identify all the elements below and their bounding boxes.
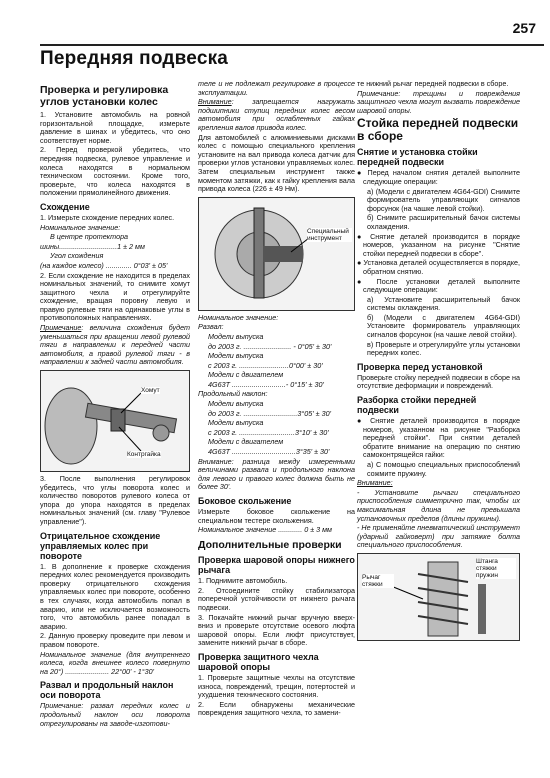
spec-line: В центре протектора xyxy=(50,232,129,242)
warning-text: : запрещается нагружать подшипники ступиц передних колес весом автомобиля при ослабленных гайках крепления валов привода колес. xyxy=(198,97,355,132)
warning-item: - Не применяйте пневматический инструмент (ударный гайковерт) при затяжке болта специального приспособления. xyxy=(357,523,520,550)
warning-item: - Установите рычаги специального приспособления симметрично так, чтобы их максимальная длина не превышала установочных пределов (длины пружины). xyxy=(357,487,520,523)
warning-label: Внимание: xyxy=(357,478,393,488)
spec-line: Модели с двигателем xyxy=(208,370,284,380)
paragraph: Измерьте боковое скольжение на специальном тестере скольжения. xyxy=(198,507,355,525)
spec-line: до 2003 г. ........................ - 0°05' ± 30' xyxy=(208,341,332,351)
spec-line: Модели выпуска xyxy=(208,399,264,409)
figure-label-tool: Специальный инструмент xyxy=(307,228,352,242)
list-item: в) Проверьте и отрегулируйте углы установки передних колес. xyxy=(367,339,520,358)
figure-toe-adjust xyxy=(40,370,190,472)
figure-label-lever: Рычаг стяжки xyxy=(362,574,394,588)
column-2 xyxy=(198,80,355,719)
list-item: ● Снятие деталей производится в порядке номеров, указанном на рисунке "Снятие стойки передней подвески в сборе". xyxy=(357,231,520,258)
heading-alignment: Проверка и регулировка углов установки колес xyxy=(40,84,169,108)
list-item: а) Установите расширительный бачок системы охлаждения. xyxy=(367,294,520,313)
heading-strut-removal: Снятие и установка стойки передней подвески xyxy=(357,147,478,168)
spec-line: Модели с двигателем xyxy=(208,437,284,447)
paragraph: 2. Если обнаружены механические повреждения защитного чехла, то замени- xyxy=(198,699,355,718)
list-item: б) (Модели с двигателем 4G64-GDI) Установите формирователь управляющих сигналов форсунок (на чашке левой стойки). xyxy=(367,312,520,340)
paragraph: 2. Отсоедините стойку стабилизатора поперечной устойчивости от нижнего рычага подвески. xyxy=(198,585,355,613)
spec-line: Номинальное значение ............ 0 ± 3 мм xyxy=(198,525,332,535)
heading-disassembly: Разборка стойки передней подвески xyxy=(357,395,477,416)
figure-label-clamp: Хомут xyxy=(141,387,160,395)
list-item: ● Установка деталей осуществляется в порядке, обратном снятию. xyxy=(357,258,520,276)
column-3 xyxy=(357,80,520,644)
heading-strut: Стойка передней подвески в сборе xyxy=(357,116,519,144)
figure-label-locknut: Контргайка xyxy=(127,451,161,459)
list-item: а) С помощью специальных приспособлений сожмите пружину. xyxy=(367,460,520,478)
page-number: 257 xyxy=(512,20,536,36)
wheel-hub-illustration xyxy=(199,198,354,308)
spec-line: шины.............................1 ± 2 мм xyxy=(40,241,145,251)
spec-line: (на каждое колесо) ............. 0°03' ± 05' xyxy=(40,260,168,270)
warning: Внимание: разница между измеренными величинами развала и продольного наклона для левого и правого колес должна быть не более 30'. xyxy=(198,456,355,492)
list-item: а) (Модели с двигателем 4G64-GDI) Снимите формирователь управляющих сигналов форсунок (на чашке левой стойки). xyxy=(367,186,520,213)
page-title: Передняя подвеска xyxy=(40,48,229,69)
note: Примечание: развал передних колес и продольный наклон оси поворота отрегулированы на заводе-изготови- xyxy=(40,701,190,728)
list-item: ● Перед началом снятия деталей выполните следующие операции: xyxy=(357,168,520,186)
warning xyxy=(198,98,355,132)
paragraph: 1. Поднимите автомобиль. xyxy=(198,576,288,586)
spec-line: Модели выпуска xyxy=(208,351,264,361)
list-item: ● Снятие деталей производится в порядке номеров, указанном на рисунке "Разборка передней стойки". При снятии деталей обратите внимание на операцию по снятию самоконтрящейся гайки: xyxy=(357,416,520,460)
heading-pre-install: Проверка перед установкой xyxy=(357,361,483,372)
note xyxy=(40,324,190,367)
spec-line: с 2003 г. .........................0°00' ± 30' xyxy=(208,360,323,370)
paragraph: теле и не подлежат регулировке в процессе эксплуатации. xyxy=(198,79,355,97)
spec-line: Угол схождения xyxy=(50,251,104,261)
heading-ball-joint: Проверка шаровой опоры нижнего рычага xyxy=(198,555,355,576)
spec-line: Модели выпуска xyxy=(208,418,264,428)
nominal-label: Номинальное значение: xyxy=(198,312,279,322)
paragraph: 1. В дополнение к проверке схождения передних колес рекомендуется производить проверку отрицательного схождения управляемых колес при повороте, особенно в тех случаях, когда автомобиль попал в аварию, или не исключается возможность того, что автомобиль ранее попадал в аварию. xyxy=(40,561,190,631)
paragraph: 2. Перед проверкой убедитесь, что передняя подвеска, рулевое управление и колеса находятся в нормальном техническом состоянии. Кроме того, проверьте, что колеса находятся в положении прямолинейного движения. xyxy=(40,145,190,198)
list-item: б) Снимите расширительный бачок системы охлаждения. xyxy=(367,213,520,231)
paragraph: 2. Если схождение не находится в пределах номинальных значений, то снимите хомут защитного чехла и отрегулируйте схождение, вращая поровну левую и правую рулевые тяги на одинаковые углы в противоположных направлениях. xyxy=(40,270,190,323)
column-1 xyxy=(40,80,190,729)
paragraph: Проверьте стойку передней подвески в сборе на отсутствие деформации и повреждений. xyxy=(357,372,520,391)
header-rule xyxy=(40,44,544,46)
spec-heading: Продольный наклон: xyxy=(198,389,268,399)
heading-boot: Проверка защитного чехла шаровой опоры xyxy=(198,652,319,673)
spec-line: до 2003 г. ...........................3°05' ± 30' xyxy=(208,408,331,418)
figure-label-rod: Штанга стяжки пружин xyxy=(476,558,516,579)
steering-rod-illustration xyxy=(41,371,189,469)
note: Примечание: трещины и повреждения защитного чехла могут вызвать повреждение шаровой опоры. xyxy=(357,88,520,115)
list-item: ● После установки деталей выполните следующие операции: xyxy=(357,276,520,295)
paragraph: 3. После выполнения регулировок убедитесь, что углы поворота колес и количество поворотов рулевого колеса от упора до упора находятся в пределах номинальных значений (см. главу "Рулевое управление"). xyxy=(40,474,190,526)
spec-line: с 2003 г. ............................3°10' ± 30' xyxy=(208,427,329,437)
heading-side-slip: Боковое скольжение xyxy=(198,496,292,506)
heading-additional: Дополнительные проверки xyxy=(198,538,342,551)
spec-line: Модели выпуска xyxy=(208,331,264,341)
spec-line: 4G63T ...........................- 0°15' ± 30' xyxy=(208,379,324,389)
nominal-label: Номинальное значение: xyxy=(40,222,121,232)
paragraph: 2. Данную проверку проведите при левом и правом повороте. xyxy=(40,631,190,649)
spec-line: 4G63T ................................3°35' ± 30' xyxy=(208,447,330,457)
paragraph: 1. Установите автомобиль на ровной горизонтальной площадке, измерьте давление в шинах и убедитесь, что оно соответствует норме. xyxy=(40,110,190,145)
figure-spring-compressor xyxy=(357,553,520,641)
note-label: Примечание xyxy=(40,323,82,333)
paragraph: те нижний рычаг передней подвески в сборе. xyxy=(357,79,509,88)
heading-toe: Схождение xyxy=(40,201,90,212)
warning-label: Внимание xyxy=(198,97,232,107)
paragraph: Для автомобилей с алюминиевыми дисками колес с помощью специального крепления установите на вал привода колеса датчик для проверки углов установки управляемых колес. Затем специальным инструмент также моментом затяжки, как к гайку крепления вала привода колеса (226 ± 49 Нм). xyxy=(198,132,355,194)
paragraph: 1. Измерьте схождение передних колес. xyxy=(40,212,175,222)
heading-negative-toe: Отрицательное схождение управляемых колес при повороте xyxy=(40,530,161,561)
heading-camber: Развал и продольный наклон оси поворота xyxy=(40,680,174,701)
paragraph: 3. Покачайте нижний рычаг вручную вверх-вниз и проверьте отсутствие осевого люфта шаровой опоры. Если люфт присутствует, замените нижний рычаг в сборе. xyxy=(198,612,355,648)
paragraph: 1. Проверьте защитные чехлы на отсутствие износа, повреждений, трещин, потертостей и ухудшения технического состояния. xyxy=(198,673,355,700)
figure-special-tool xyxy=(198,197,355,311)
note-text: : величина схождения будет уменьшаться при вращении левой рулевой тяги в направлении к передней части автомобиля, а правой рулевой тяги - в направлении к задней части автомобиля. xyxy=(40,323,190,367)
spec-line: Номинальное значение (для внутреннего колеса, когда внешнее колесо повернуто на 20°) ...................... 22°00' - 1°30' xyxy=(40,649,190,676)
spec-heading: Развал: xyxy=(198,322,224,332)
